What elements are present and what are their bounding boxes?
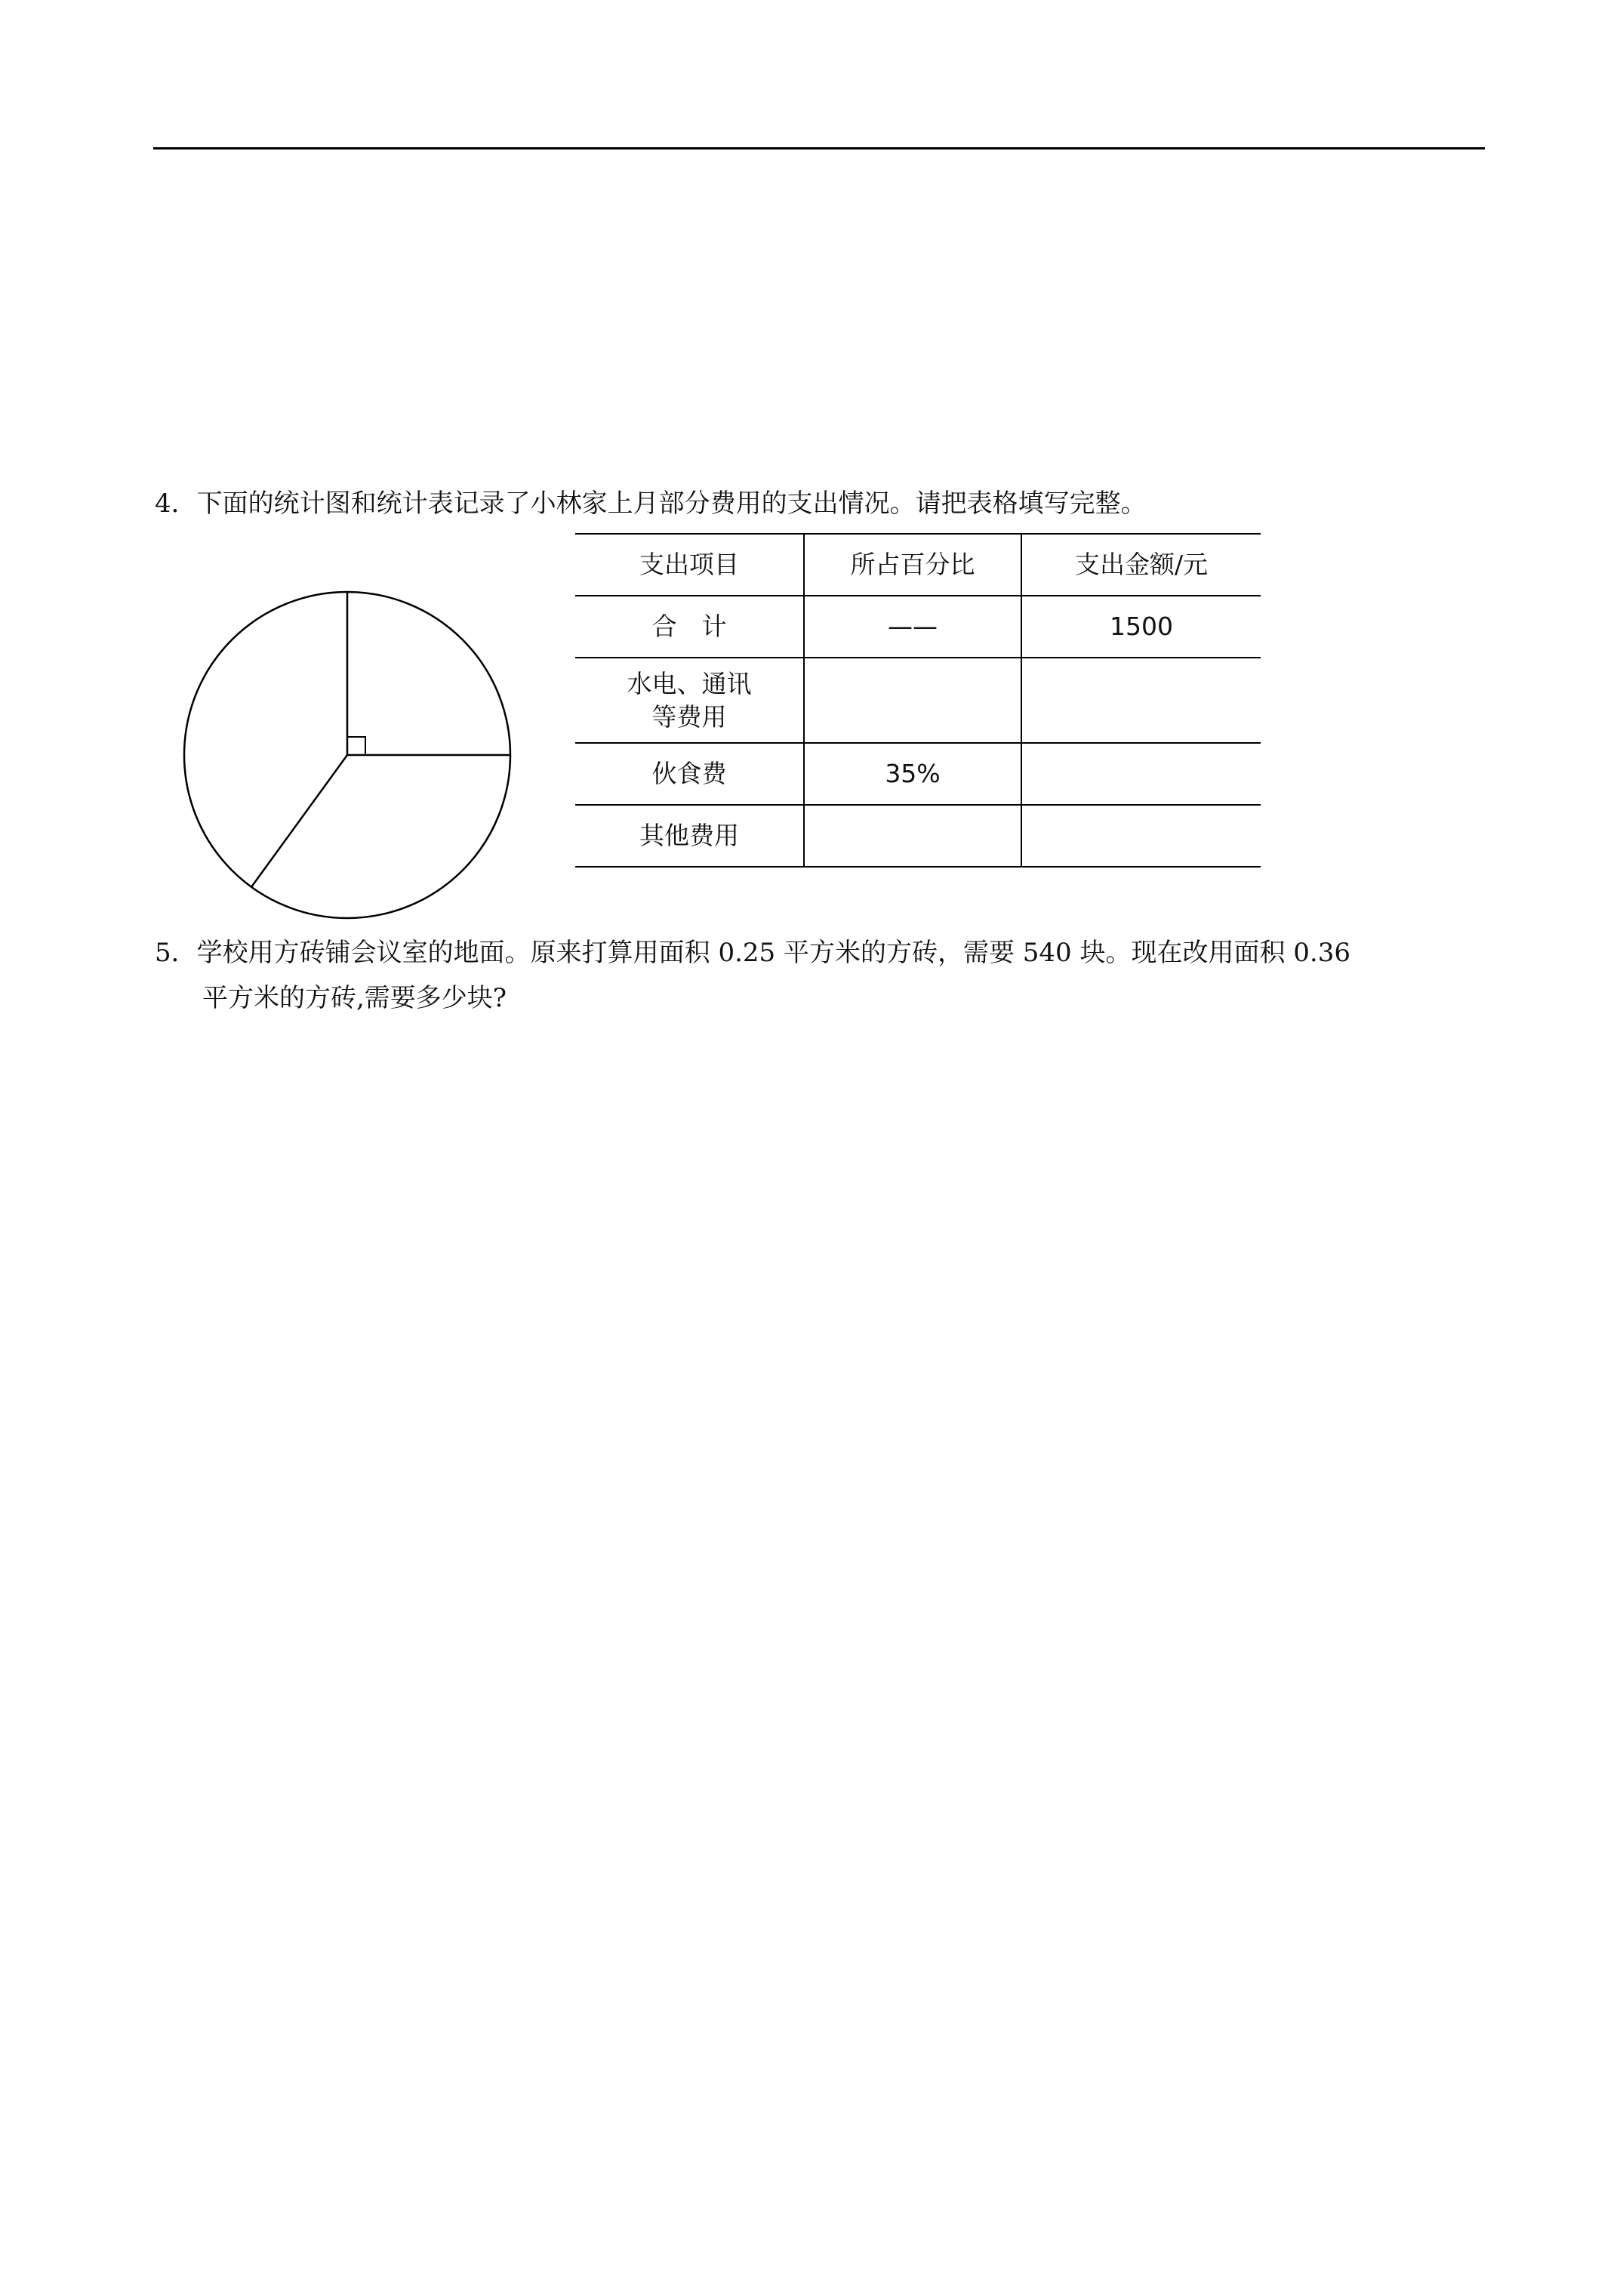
cell-percent: 35% <box>804 743 1021 805</box>
table-header-row <box>575 534 1261 596</box>
cell-item-line2: 等费用 <box>651 701 727 732</box>
cell-amount: 1500 <box>1021 596 1261 658</box>
expense-table <box>575 533 1261 868</box>
pie-chart <box>181 589 513 921</box>
header-item: 支出项目 <box>575 534 804 596</box>
cell-percent <box>804 805 1021 867</box>
pie-sector-boundary-3 <box>251 755 347 887</box>
cell-item-line1: 水电、通讯 <box>627 668 752 698</box>
right-angle-mark <box>347 737 365 755</box>
table-row-total <box>575 596 1261 658</box>
question-5-line2: 平方米的方砖,需要多少块? <box>202 983 507 1013</box>
header-percent: 所占百分比 <box>804 534 1021 596</box>
cell-percent <box>804 658 1021 743</box>
cell-percent: —— <box>804 596 1021 658</box>
table-row-food <box>575 743 1261 805</box>
cell-amount <box>1021 743 1261 805</box>
question-4-text: 4．下面的统计图和统计表记录了小林家上月部分费用的支出情况。请把表格填写完整。 <box>155 488 1147 519</box>
cell-amount <box>1021 805 1261 867</box>
cell-item <box>575 658 804 743</box>
header-rule <box>153 147 1485 149</box>
cell-item: 其他费用 <box>575 805 804 867</box>
cell-amount <box>1021 658 1261 743</box>
table-row-other <box>575 805 1261 867</box>
question-5-line1: 5．学校用方砖铺会议室的地面。原来打算用面积 0.25 平方米的方砖，需要 540 块。现在改用面积 0.36 <box>155 938 1350 968</box>
header-amount: 支出金额/元 <box>1021 534 1261 596</box>
table-row-utilities <box>575 658 1261 743</box>
cell-item: 合 计 <box>575 596 804 658</box>
cell-item: 伙食费 <box>575 743 804 805</box>
